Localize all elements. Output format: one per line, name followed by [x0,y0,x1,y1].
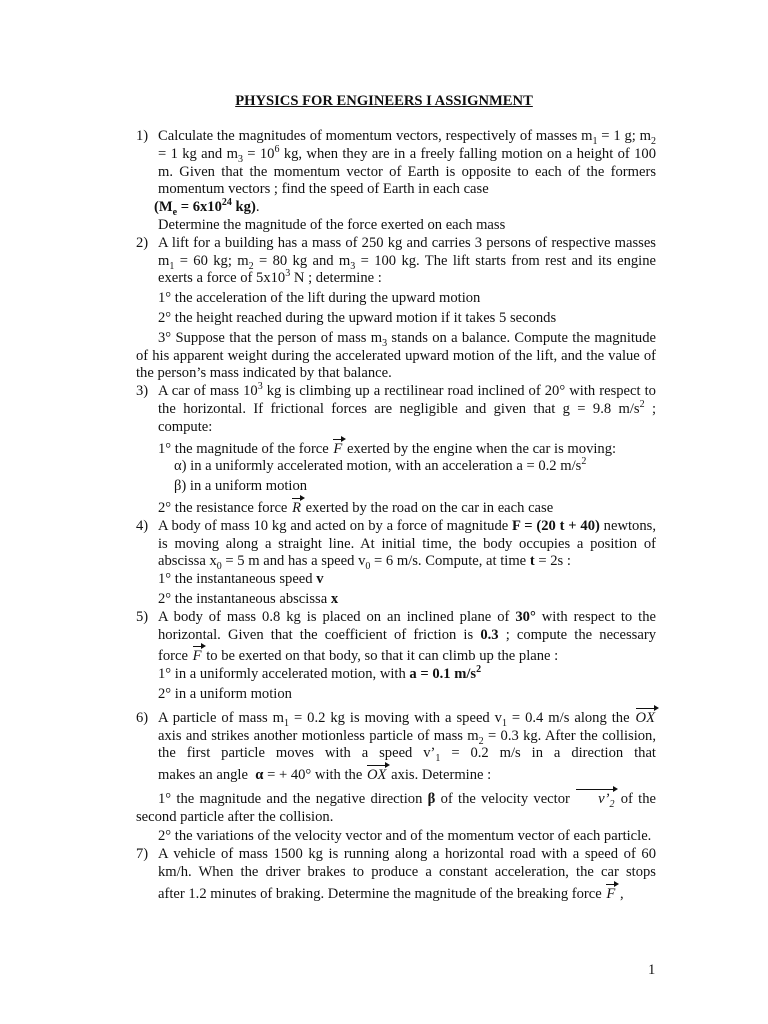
problem-6 [136,710,656,847]
problem-statement: A body of mass 0.8 kg is placed on an inclined plane of 30° with respect to the horizontal. Given that the coefficient of friction is 0.3 ; compute the necessary force F to be exerted on that body, so that it can climb up the plane : [158,608,657,665]
problem-1 [136,128,656,235]
problem-case: β) in a uniform motion [174,478,308,495]
problem-statement: A lift for a building has a mass of 250 kg and carries 3 persons of respective masses $m_1 = 60$ kg; $m_2 = 80$ kg and $m_3 = 100$ kg. The lift starts from rest and its engine exerts a force of $5x10^3$ N ; determine : [158,234,657,287]
force-vector-symbol: F [333,440,343,457]
problem-5 [136,609,656,704]
force-vector-symbol: F [606,885,616,902]
problem-question: 2° the instantaneous abscissa x [158,590,339,607]
problem-number: 2) [136,234,149,251]
problem-question: 1° the acceleration of the lift during the upward motion [158,290,481,307]
ox-axis-symbol: OX [635,709,655,726]
problem-number: 1) [136,128,149,144]
problem-2 [136,235,656,383]
problem-question: 2° the variations of the velocity vector and of the momentum vector of each particle. [158,828,652,845]
problem-question: Determine the magnitude of the force exerted on each mass [158,216,506,233]
problem-question: 2° the resistance force R exerted by the road on the car in each case [158,499,554,516]
problem-number: 6) [136,709,149,726]
problem-statement: A car of mass $10^3$ kg is climbing up a rectilinear road inclined of 20° with respect to the horizontal. If frictional forces are negligible and given that g = 9.8 $m/s^2$ ; compute: [158,381,657,435]
problem-question: 2° the height reached during the upward motion if it takes 5 seconds [158,309,557,326]
problem-list [136,128,656,904]
resistance-vector-symbol: R [292,499,301,516]
problem-question: 1° the magnitude and the negative direction β of the velocity vector $v’_2$ of the second particle after the collision. [136,790,657,825]
problem-statement: A vehicle of mass 1500 kg is running along a horizontal road with a speed of 60 km/h. When the driver brakes to produce a constant acceleration, the car stops after 1.2 minutes of braking. Determine the magnitude of the breaking force F , [158,846,656,902]
problem-7 [136,846,656,903]
velocity-vector-symbol: $v’_2$ [575,791,615,809]
problem-case: α) in a uniformly accelerated motion, with an acceleration a = 0.2 $m/s^2$ [174,456,587,475]
problem-statement: Calculate the magnitudes of momentum vectors, respectively of masses $m_1 = 1$ g; $m_2 = 1$ kg and $m_3 = 10^6$ kg, when they are in a freely falling motion on a height of 100 m. Given that the momentum vector of Earth is opposite to each of the formers momentum vectors ; find the speed of Earth in each case [158,128,657,198]
problem-question: 1° the magnitude of the force F exerted by the engine when the car is moving: [158,440,617,457]
ox-axis-symbol: OX [366,767,387,784]
problem-number: 3) [136,383,149,400]
problem-question: 1° the instantaneous speed v [158,571,324,588]
problem-statement: A body of mass 10 kg and acted on by a force of magnitude F = (20 t + 40) newtons, is moving along a straight line. At initial time, the body occupies a position of abscissa $x_0 = 5$ m and has a speed $v_0 = 6$ m/s. Compute, at time t = 2s : [158,517,656,573]
earth-mass: ($M_e = 6x10^{24}$ kg). [154,197,260,219]
problem-question: 3° Suppose that the person of mass $m_3$ stands on a balance. Compute the magnitude of his apparent weight during the accelerated upward motion of the lift, and the value of the person’s mass indicated by that balance. [136,329,656,382]
problem-3 [136,383,656,518]
problem-number: 7) [136,846,149,863]
problem-number: 4) [136,517,149,534]
problem-question: 1° in a uniformly accelerated motion, with a = 0.1 $m/s^2$ [158,664,482,683]
document-title: PHYSICS FOR ENGINEERS I ASSIGNMENT [235,93,533,109]
page-number: 1 [648,962,656,978]
force-vector-symbol: F [192,648,202,665]
problem-statement: A particle of mass $m_1 = 0.2$ kg is moving with a speed $v_1 = 0.4$ m/s along the OX axis and strikes another motionless particle of mass $m_2 = 0.3$ kg. After the collision, the first particle moves with a speed $v’_1 = 0.2$ m/s in a direction that makes an angle α = + 40° with the OX axis. Determine : [158,709,656,784]
problem-question: 2° in a uniform motion [158,685,292,702]
problem-number: 5) [136,608,149,625]
problem-4 [136,518,656,609]
